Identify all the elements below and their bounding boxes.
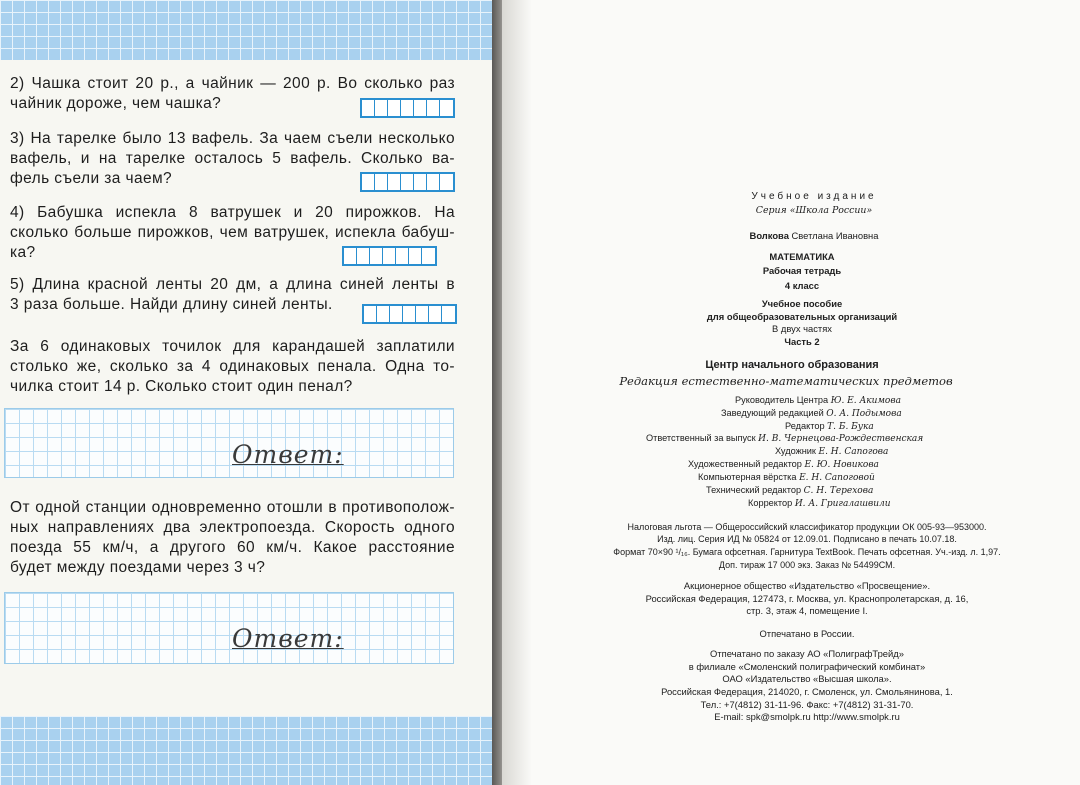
- credit-row: Заведующий редакцией О. А. Подымова: [721, 408, 902, 419]
- series-name: Серия «Школа России»: [755, 205, 873, 216]
- credit-row: Художественный редактор Е. Ю. Новикова: [688, 459, 879, 470]
- task-4-line-3: ка?: [10, 244, 36, 261]
- author-names: Светлана Ивановна: [791, 230, 879, 241]
- pencil-problem-line-1: За 6 одинаковых точилок для карандашей заплатили: [10, 338, 455, 355]
- task-5-line-2: 3 раза больше. Найди длину синей ленты.: [10, 296, 333, 313]
- pencil-problem-line-2: столько же, сколько за 4 одинаковых пенала. Одна то-: [10, 358, 455, 375]
- book-subtitle: Рабочая тетрадь: [762, 265, 842, 276]
- workbook-left-page: [0, 0, 492, 785]
- publisher-line-3: стр. 3, этаж 4, помещение I.: [746, 605, 868, 616]
- trains-solution-grid[interactable]: [4, 592, 454, 664]
- credit-row: Художник Е. Н. Сапогова: [775, 446, 889, 457]
- center-name: Центр начального образования: [705, 359, 879, 371]
- printer-line-1: Отпечатано по заказу АО «ПолиграфТрейд»: [710, 648, 904, 659]
- printer-line-6: E-mail: spk@smolpk.ru http://www.smolpk.ru: [714, 711, 900, 722]
- trains-problem-text: [10, 498, 455, 578]
- trains-problem-line-2: ных направлениях два электропоезда. Скорость одного: [10, 519, 455, 536]
- task-4-answer-boxes[interactable]: [342, 246, 437, 266]
- tax-line-4: Доп. тираж 17 000 экз. Заказ № 54499СМ.: [718, 560, 896, 570]
- credit-row: Руководитель Центра Ю. Е. Акимова: [735, 395, 901, 406]
- printer-line-4: Российская Федерация, 214020, г. Смоленск, ул. Смольянинова, 1.: [661, 686, 953, 697]
- book-title: МАТЕМАТИКА: [769, 251, 835, 262]
- author-surname: Волкова: [749, 230, 789, 241]
- tax-line-2: Изд. лиц. Серия ИД № 05824 от 12.09.01. Подписано в печать 10.07.18.: [657, 534, 957, 544]
- trains-problem-line-3: поезда 55 км/ч, а другого 60 км/ч. Какое расстояние: [10, 539, 455, 556]
- printer-line-5: Тел.: +7(4812) 31-11-96. Факс: +7(4812) 31-31-70.: [700, 699, 914, 710]
- author: [594, 230, 1034, 242]
- grade: 4 класс: [784, 280, 820, 291]
- task-2-line-2: чайник дороже, чем чашка?: [10, 95, 222, 112]
- credit-row: Компьютерная вёрстка Е. Н. Сапоговой: [698, 472, 875, 483]
- imprint-right-page: [502, 0, 1080, 785]
- tax-line-1: Налоговая льгота — Общероссийский классификатор продукции ОК 005-93—953000.: [627, 522, 987, 532]
- credit-row: Технический редактор С. Н. Терехова: [706, 485, 874, 496]
- printer-line-3: ОАО «Издательство «Высшая школа».: [722, 673, 892, 684]
- task-3-line-3: фель съели за чаем?: [10, 170, 173, 187]
- pencil-problem-text: [10, 337, 455, 397]
- printer-line-2: в филиале «Смоленский полиграфический комбинат»: [688, 661, 926, 672]
- top-grid-band: [0, 0, 492, 60]
- page-gutter-shadow: [502, 0, 532, 785]
- task-2-answer-boxes[interactable]: [360, 98, 455, 118]
- pencil-solution-grid[interactable]: [4, 408, 454, 478]
- trains-problem-line-1: От одной станции одновременно отошли в противополож-: [10, 499, 455, 516]
- task-4-line-2: сколько больше пирожков, чем ватрушек, испекла бабуш-: [10, 224, 455, 241]
- bottom-grid-band: [0, 716, 492, 785]
- audience: для общеобразовательных организаций: [706, 311, 898, 322]
- task-3-line-1: 3) На тарелке было 13 вафель. За чаем съели несколько: [10, 130, 455, 147]
- task-5-line-1: 5) Длина красной ленты 20 дм, а длина синей ленты в: [10, 276, 455, 293]
- publisher-line-2: Российская Федерация, 127473, г. Москва, ул. Краснопролетарская, д. 16,: [645, 593, 969, 604]
- publisher-line-1: Акционерное общество «Издательство «Просвещение».: [683, 580, 931, 591]
- task-2-line-1: 2) Чашка стоит 20 р., а чайник — 200 р. Во сколько раз: [10, 75, 455, 92]
- trains-problem-line-4: будет между поездами через 3 ч?: [10, 559, 266, 576]
- printed-in: Отпечатано в России.: [759, 628, 855, 639]
- editorial-name: Редакция естественно-математических предметов: [619, 374, 953, 388]
- pencil-answer-label: Ответ:: [232, 440, 344, 469]
- pencil-problem-line-3: чилка стоит 14 р. Сколько стоит один пенал?: [10, 378, 353, 395]
- task-3-line-2: вафель, и на тарелке осталось 5 вафель. Сколько ва-: [10, 150, 455, 167]
- task-4-line-1: 4) Бабушка испекла 8 ватрушек и 20 пирожков. На: [10, 204, 455, 221]
- manual-type: Учебное пособие: [761, 298, 843, 309]
- part-number: Часть 2: [784, 336, 820, 347]
- task-3-answer-boxes[interactable]: [360, 172, 455, 192]
- trains-answer-label: Ответ:: [232, 624, 344, 653]
- credit-row: Редактор Т. Б. Бука: [785, 421, 874, 432]
- task-5-answer-boxes[interactable]: [362, 304, 457, 324]
- credit-row: Корректор И. А. Григалашвили: [748, 498, 891, 509]
- credit-row: Ответственный за выпуск И. В. Чернецова-Рождественская: [646, 433, 924, 444]
- edition-type: Учебное издание: [751, 191, 877, 202]
- tax-line-3: Формат 70×90 ¹/₁₆. Бумага офсетная. Гарнитура TextBook. Печать офсетная. Уч.-изд. л. 1,97.: [613, 547, 1001, 557]
- parts-count: В двух частях: [772, 323, 832, 334]
